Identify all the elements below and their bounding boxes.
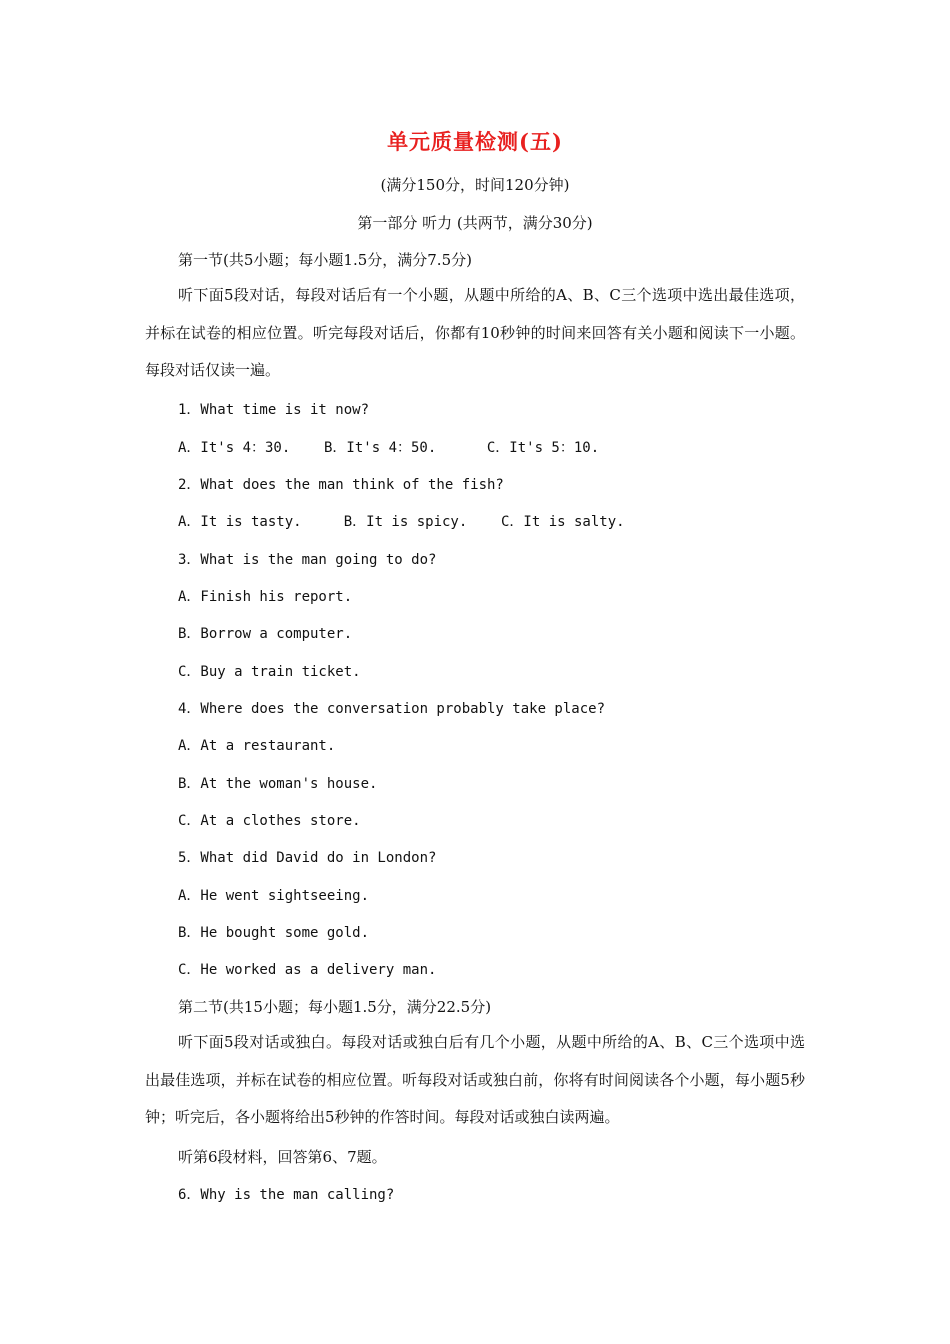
question-5-option-c: C．He worked as a delivery man.	[178, 962, 437, 978]
question-3-option-b: B．Borrow a computer.	[178, 626, 353, 642]
question-4-option-b: B．At the woman's house.	[178, 776, 378, 792]
question-5: 5．What did David do in London?	[178, 850, 437, 866]
question-4: 4．Where does the conversation probably take place?	[178, 701, 606, 717]
question-5-option-b: B．He bought some gold.	[178, 925, 370, 941]
part1-heading: 第一部分 听力 (共两节，满分30分)	[357, 214, 593, 232]
section2-heading: 第二节(共15小题；每小题1.5分，满分22.5分)	[178, 998, 492, 1016]
page-title: 单元质量检测(五)	[387, 129, 563, 154]
section1-heading: 第一节(共5小题；每小题1.5分，满分7.5分)	[178, 251, 472, 269]
question-1: 1．What time is it now?	[178, 402, 370, 418]
question-3-option-c: C．Buy a train ticket.	[178, 664, 361, 680]
section2-instructions: 听下面5段对话或独白。每段对话或独白后有几个小题，从题中所给的A、B、C三个选项中选出最佳选项，并标在试卷的相应位置。听每段对话或独白前，你将有时间阅读各个小题，每小题5秒钟；听完后，各小题将给出5秒钟的作答时间。每段对话或独白读两遍。	[145, 1033, 805, 1126]
section1-instructions: 听下面5段对话，每段对话后有一个小题，从题中所给的A、B、C三个选项中选出最佳选项，并标在试卷的相应位置。听完每段对话后，你都有10秒钟的时间来回答有关小题和阅读下一小题。每段对话仅读一遍。	[145, 286, 805, 379]
question-2-options: A．It is tasty. B．It is spicy. C．It is salty.	[178, 514, 625, 530]
question-4-option-a: A．At a restaurant.	[178, 738, 336, 754]
question-3-option-a: A．Finish his report.	[178, 589, 353, 605]
score-note: (满分150分，时间120分钟)	[380, 176, 570, 194]
material-6-note: 听第6段材料，回答第6、7题。	[178, 1148, 387, 1166]
question-4-option-c: C．At a clothes store.	[178, 813, 361, 829]
question-6: 6．Why is the man calling?	[178, 1187, 395, 1203]
question-2: 2．What does the man think of the fish?	[178, 477, 504, 493]
question-1-options: A．It's 4：30. B．It's 4：50. C．It's 5：10.	[178, 440, 600, 456]
question-5-option-a: A．He went sightseeing.	[178, 888, 370, 904]
question-3: 3．What is the man going to do?	[178, 552, 437, 568]
